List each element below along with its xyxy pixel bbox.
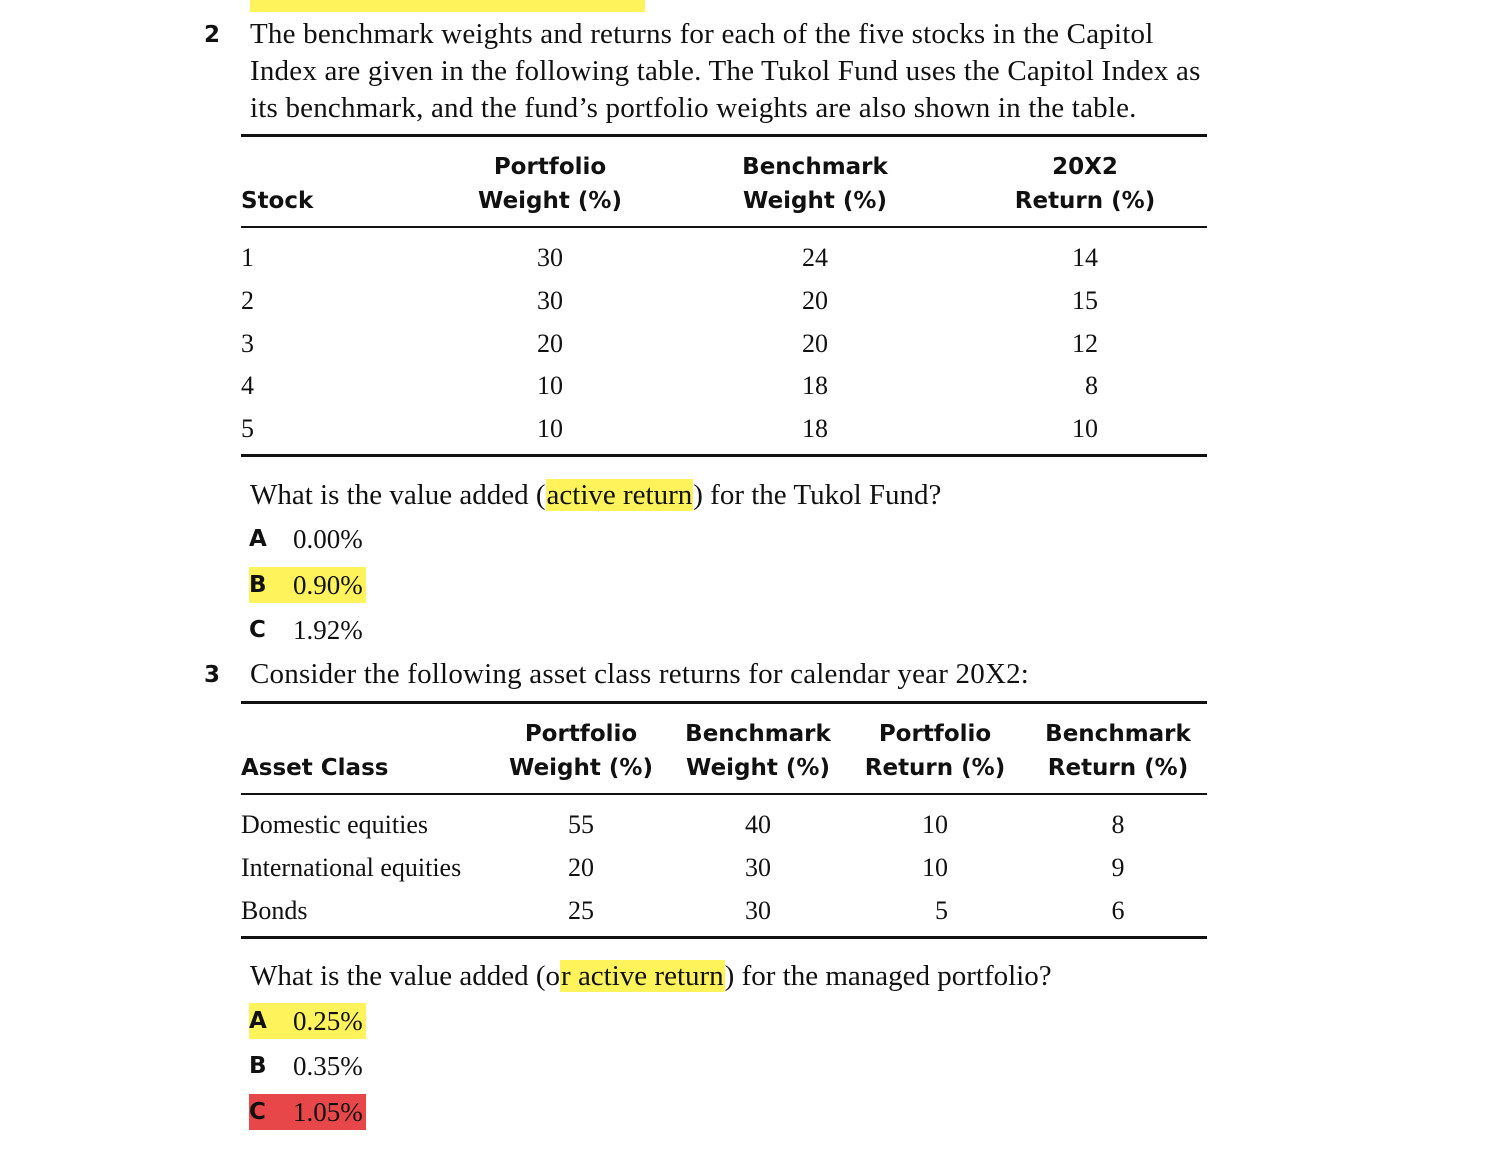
question-2-prompt-post: ) for the Tukol Fund?	[693, 479, 942, 511]
table-row-2-benchmark: 20	[802, 286, 828, 315]
question-3-prompt-post: ) for the managed portfolio?	[724, 960, 1052, 992]
table-row-1-return: 14	[1072, 243, 1098, 272]
table-row-1-portfolio-weight: 55	[568, 810, 594, 839]
header-portfolio-top: Portfolio	[493, 154, 607, 180]
option-letter: B	[249, 572, 267, 598]
table-row-3-benchmark-weight: 30	[745, 896, 771, 925]
table-row-1-asset-class: Domestic equities	[241, 810, 429, 839]
table-row-1-portfolio: 30	[537, 243, 563, 272]
question-2-stem-line-3: its benchmark, and the fund’s portfolio weights are also shown in the table.	[250, 92, 1137, 124]
header-asset-class: Asset Class	[241, 755, 389, 781]
header-benchmark-bottom: Weight (%)	[743, 188, 887, 214]
question-3-option-a[interactable]	[249, 1003, 366, 1039]
question-2-option-c[interactable]	[249, 612, 366, 648]
header-portfolio-return-top: Portfolio	[878, 721, 992, 747]
header-return-top: 20X2	[1052, 154, 1118, 180]
table-header-rule	[241, 793, 1207, 795]
question-2-prompt-highlight: active return	[546, 479, 693, 511]
question-2-number: 2	[204, 22, 221, 48]
header-return-bottom: Return (%)	[1014, 188, 1156, 214]
option-value: 0.90%	[293, 569, 363, 600]
table-row-2-asset-class: International equities	[241, 853, 462, 882]
option-value: 0.35%	[293, 1050, 363, 1081]
question-2-option-a[interactable]	[249, 521, 366, 557]
question-2-prompt-pre: What is the value added (	[250, 479, 546, 511]
option-value: 1.05%	[293, 1096, 363, 1127]
header-portfolio-return-bottom: Return (%)	[864, 755, 1006, 781]
table-top-rule	[241, 701, 1207, 704]
table-row-5-stock: 5	[241, 414, 254, 443]
table-row-3-benchmark-return: 6	[1111, 896, 1125, 925]
header-benchmark-return-bottom: Return (%)	[1047, 755, 1189, 781]
table-row-4-return: 8	[1085, 371, 1098, 400]
header-portfolio-weight-bottom: Weight (%)	[509, 755, 653, 781]
table-row-2-portfolio-weight: 20	[568, 853, 594, 882]
table-bottom-rule	[241, 936, 1207, 939]
table-row-3-portfolio-weight: 25	[568, 896, 594, 925]
question-3-prompt	[250, 957, 1052, 995]
table-header-rule	[241, 226, 1207, 228]
table-row-5-benchmark: 18	[802, 414, 828, 443]
table-row-3-benchmark: 20	[802, 329, 828, 358]
option-letter: C	[249, 617, 266, 643]
table-row-3-portfolio-return: 5	[935, 896, 948, 925]
table-row-3-portfolio: 20	[537, 329, 563, 358]
header-portfolio-weight-top: Portfolio	[524, 721, 638, 747]
header-portfolio-bottom: Weight (%)	[478, 188, 622, 214]
question-2-stem-line-2: Index are given in the following table. The Tukol Fund uses the Capitol Index as	[250, 55, 1201, 87]
table-row-1-benchmark-return: 8	[1111, 810, 1125, 839]
header-benchmark-top: Benchmark	[742, 154, 888, 180]
question-2-stem-line-1: The benchmark weights and returns for each of the five stocks in the Capitol	[250, 18, 1154, 50]
header-benchmark-weight-bottom: Weight (%)	[686, 755, 830, 781]
option-value: 1.92%	[293, 614, 363, 645]
header-benchmark-weight-top: Benchmark	[685, 721, 831, 747]
table-row-3-stock: 3	[241, 329, 254, 358]
option-letter: A	[249, 1008, 267, 1034]
table-row-4-portfolio: 10	[537, 371, 563, 400]
question-3-prompt-pre: What is the value added (o	[250, 960, 561, 992]
question-3-stem: Consider the following asset class returns for calendar year 20X2:	[250, 658, 1030, 690]
header-stock: Stock	[241, 188, 314, 214]
table-row-3-asset-class: Bonds	[241, 896, 308, 925]
table-row-2-stock: 2	[241, 286, 254, 315]
question-2-stem	[250, 16, 1201, 127]
table-row-3-return: 12	[1072, 329, 1098, 358]
table-row-5-return: 10	[1072, 414, 1098, 443]
table-row-1-benchmark-weight: 40	[745, 810, 771, 839]
table-row-2-benchmark-weight: 30	[745, 853, 771, 882]
table-row-1-benchmark: 24	[802, 243, 828, 272]
table-row-5-portfolio: 10	[537, 414, 563, 443]
question-3-prompt-highlight: r active return	[561, 960, 724, 992]
question-2-prompt	[250, 476, 941, 514]
table-top-rule	[241, 134, 1207, 137]
table-row-2-return: 15	[1072, 286, 1098, 315]
option-value: 0.00%	[293, 523, 363, 554]
table-bottom-rule	[241, 454, 1207, 457]
table-row-2-benchmark-return: 9	[1111, 853, 1125, 882]
option-letter: B	[249, 1053, 267, 1079]
table-row-2-portfolio: 30	[537, 286, 563, 315]
top-highlight-bar	[250, 0, 645, 12]
table-row-1-portfolio-return: 10	[922, 810, 948, 839]
option-letter: A	[249, 526, 267, 552]
table-row-2-portfolio-return: 10	[922, 853, 948, 882]
table-row-4-benchmark: 18	[802, 371, 828, 400]
option-letter: C	[249, 1099, 266, 1125]
table-row-1-stock: 1	[241, 243, 254, 272]
option-value: 0.25%	[293, 1005, 363, 1036]
question-3-option-c[interactable]	[249, 1094, 366, 1130]
header-benchmark-return-top: Benchmark	[1045, 721, 1191, 747]
question-3-option-b[interactable]	[249, 1048, 366, 1084]
question-3-number: 3	[204, 662, 221, 688]
question-2-option-b[interactable]	[249, 567, 366, 603]
table-row-4-stock: 4	[241, 371, 254, 400]
